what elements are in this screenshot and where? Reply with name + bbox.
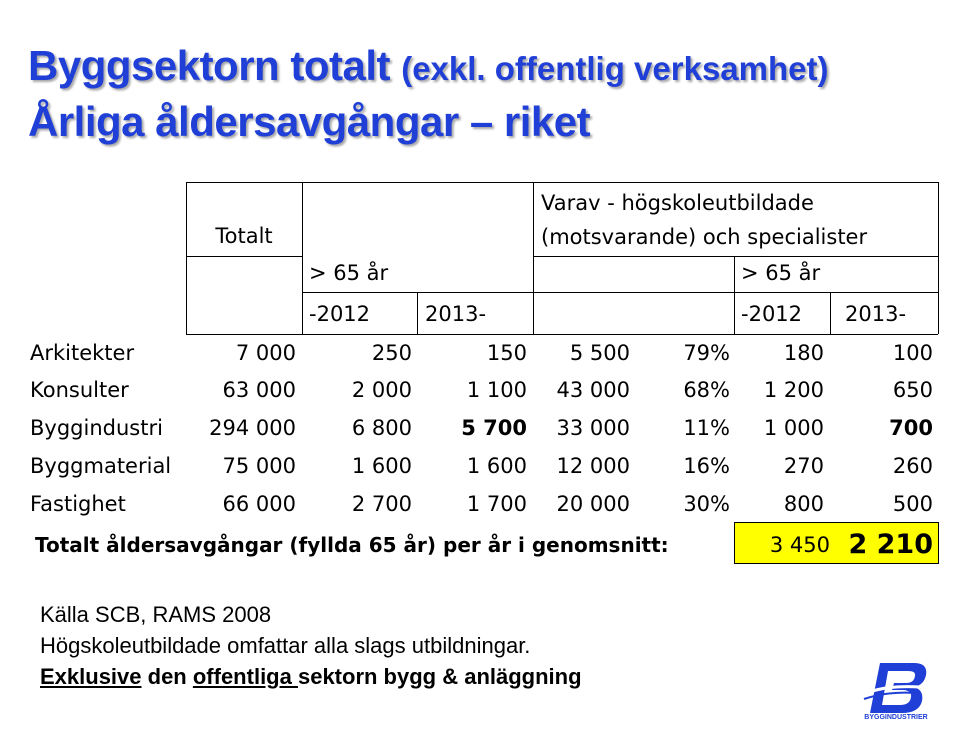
cell-2013: 150 — [486, 341, 527, 365]
cell-v2013: 650 — [892, 378, 933, 402]
cell-2012: 250 — [371, 341, 412, 365]
row-label: Konsulter — [30, 378, 129, 402]
exclusion-note — [40, 664, 582, 690]
cell-pct: 68% — [683, 378, 730, 402]
cell-v2012: 800 — [783, 492, 824, 516]
cell-pct: 79% — [683, 341, 730, 365]
excl-den: den — [141, 664, 193, 689]
cell-pct: 16% — [683, 454, 730, 478]
education-note: Högskoleutbildade omfattar alla slags utbildningar. — [40, 633, 531, 658]
cell-varav: 5 500 — [569, 341, 630, 365]
header-2013-left: 2013- — [425, 302, 487, 326]
cell-2012: 2 700 — [351, 492, 412, 516]
header-varav-line1: Varav - högskoleutbildade — [541, 191, 814, 215]
excl-public: offentliga — [192, 664, 298, 689]
cell-2012: 1 600 — [351, 454, 412, 478]
title-main: Byggsektorn totalt — [28, 42, 402, 89]
header-varav-line2: (motsvarande) och specialister — [541, 225, 868, 249]
cell-v2012: 1 200 — [763, 378, 824, 402]
cell-2012: 2 000 — [351, 378, 412, 402]
cell-v2013: 260 — [892, 454, 933, 478]
cell-v2013: 100 — [892, 341, 933, 365]
cell-v2013: 700 — [889, 416, 933, 440]
header-2013-right: 2013- — [845, 302, 907, 326]
cell-pct: 30% — [683, 492, 730, 516]
cell-v2012: 180 — [783, 341, 824, 365]
excl-rest: sektorn bygg & anläggning — [297, 664, 582, 689]
row-label: Arkitekter — [30, 341, 135, 365]
header-over65-right: > 65 år — [741, 261, 821, 285]
cell-varav: 43 000 — [556, 378, 630, 402]
cell-v2012: 1 000 — [763, 416, 824, 440]
total-v2012: 3 450 — [769, 533, 830, 557]
cell-varav: 12 000 — [556, 454, 630, 478]
header-over65-left: > 65 år — [309, 261, 389, 285]
cell-2013: 1 600 — [466, 454, 527, 478]
cell-2012: 6 800 — [351, 416, 412, 440]
cell-totalt: 75 000 — [222, 454, 296, 478]
total-v2013: 2 210 — [848, 529, 933, 560]
title-paren: (exkl. offentlig verksamhet) — [401, 50, 829, 87]
excl-word: Exklusive — [40, 664, 142, 689]
cell-v2012: 270 — [783, 454, 824, 478]
cell-totalt: 66 000 — [222, 492, 296, 516]
total-label: Totalt åldersavgångar (fyllda 65 år) per år i genomsnitt: — [35, 533, 669, 557]
header-totalt: Totalt — [215, 224, 273, 248]
row-label: Fastighet — [30, 492, 126, 516]
cell-varav: 20 000 — [556, 492, 630, 516]
logo-text: SVERIGES BYGGINDUSTRIER — [864, 706, 928, 721]
header-2012-left: -2012 — [309, 302, 371, 326]
page-title-line2: Årliga åldersavgångar – riket — [28, 98, 591, 145]
row-label: Byggmaterial — [30, 454, 172, 478]
cell-varav: 33 000 — [556, 416, 630, 440]
cell-2013: 1 100 — [466, 378, 527, 402]
source-note: Källa SCB, RAMS 2008 — [40, 602, 272, 627]
cell-2013: 1 700 — [466, 492, 527, 516]
cell-totalt: 7 000 — [235, 341, 296, 365]
row-label: Byggindustri — [30, 416, 163, 440]
cell-totalt: 294 000 — [209, 416, 296, 440]
cell-2013: 5 700 — [461, 416, 527, 440]
cell-v2013: 500 — [892, 492, 933, 516]
cell-totalt: 63 000 — [222, 378, 296, 402]
cell-pct: 11% — [683, 416, 730, 440]
header-2012-right: -2012 — [741, 302, 803, 326]
